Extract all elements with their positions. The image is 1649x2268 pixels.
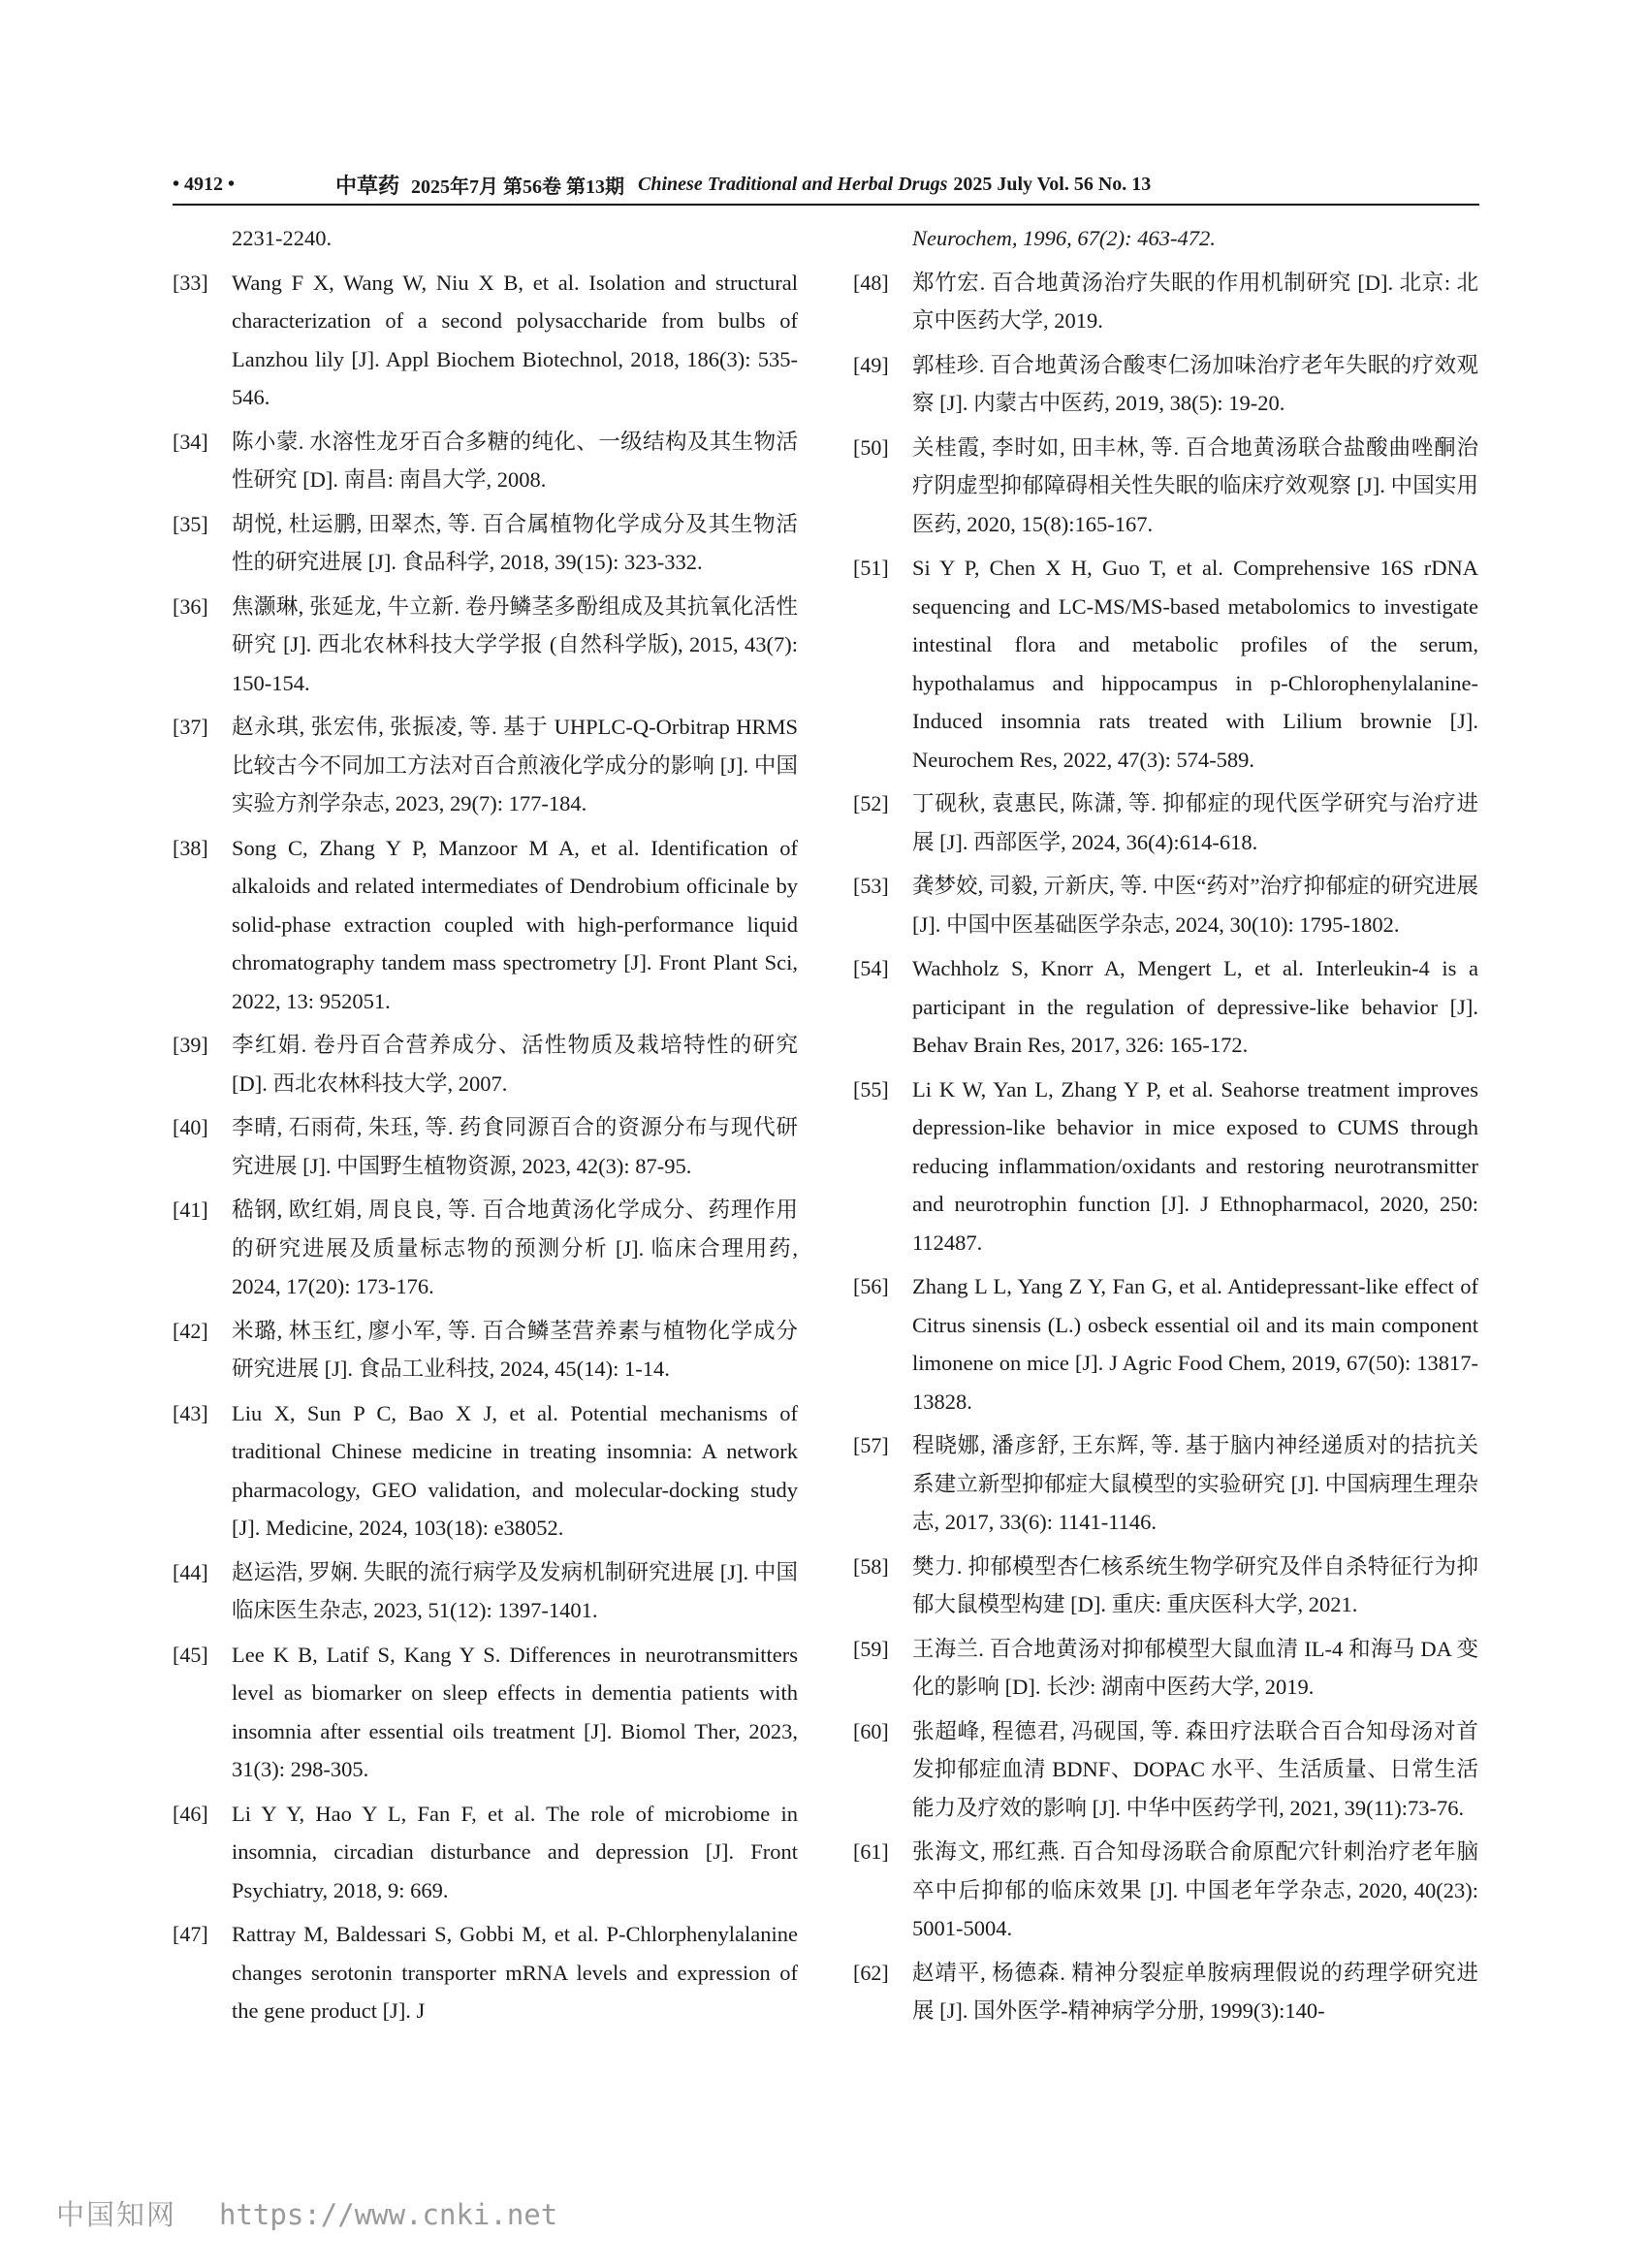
reference-number: [58] (853, 1553, 889, 1579)
reference-entry (173, 1795, 798, 1910)
reference-number: [34] (173, 429, 208, 454)
reference-text: 赵运浩, 罗娴. 失眠的流行病学及发病机制研究进展 [J]. 中国临床医生杂志, 2023, 51(12): 1397-1401. (232, 1559, 798, 1622)
reference-entry (853, 1630, 1478, 1707)
reference-entry (173, 1553, 798, 1630)
reference-text: 郭桂珍. 百合地黄汤合酸枣仁汤加味治疗老年失眠的疗效观察 [J]. 内蒙古中医药, 2019, 38(5): 19-20. (912, 352, 1478, 415)
reference-text: 胡悦, 杜运鹏, 田翠杰, 等. 百合属植物化学成分及其生物活性的研究进展 [J]. 食品科学, 2018, 39(15): 323-332. (232, 511, 798, 574)
reference-text: Song C, Zhang Y P, Manzoor M A, et al. Identification of alkaloids and related intermediates of Dendrobium officinale by solid-phase extraction coupled with high-performance liquid chromatography tandem mass spectrometry [J]. Front Plant Sci, 2022, 13: 952051. (232, 835, 798, 1013)
reference-text: 程晓娜, 潘彦舒, 王东辉, 等. 基于脑内神经递质对的拮抗关系建立新型抑郁症大鼠模型的实验研究 [J]. 中国病理生理杂志, 2017, 33(6): 1141-1146. (912, 1433, 1478, 1534)
reference-text: 张海文, 邢红燕. 百合知母汤联合俞原配穴针刺治疗老年脑卒中后抑郁的临床效果 [J]. 中国老年学杂志, 2020, 40(23): 5001-5004. (912, 1839, 1478, 1940)
reference-column-left (173, 219, 798, 2036)
reference-continuation: 2231-2240. (232, 226, 333, 250)
reference-column-right (853, 219, 1478, 2036)
reference-number: [42] (173, 1318, 208, 1343)
reference-entry (173, 505, 798, 582)
reference-number: [45] (173, 1642, 208, 1667)
reference-text: 米璐, 林玉红, 廖小军, 等. 百合鳞茎营养素与植物化学成分研究进展 [J]. 食品工业科技, 2024, 45(14): 1-14. (232, 1318, 798, 1381)
reference-number: [37] (173, 715, 208, 739)
reference-text: Liu X, Sun P C, Bao X J, et al. Potential mechanisms of traditional Chinese medicine in treating insomnia: A network pharmacology, GEO validation, and molecular-docking study [J]. Medicine, 2024, 103(18): e38052. (232, 1400, 798, 1540)
reference-text: 王海兰. 百合地黄汤对抑郁模型大鼠血清 IL-4 和海马 DA 变化的影响 [D]. 长沙: 湖南中医药大学, 2019. (912, 1636, 1478, 1699)
reference-continuation: Neurochem, 1996, 67(2): 463-472. (912, 226, 1216, 250)
reference-entry (173, 829, 798, 1021)
reference-entry (853, 1954, 1478, 2030)
reference-entry (173, 1191, 798, 1306)
reference-entry (173, 1915, 798, 2030)
reference-number: [46] (173, 1801, 208, 1826)
reference-number: [57] (853, 1433, 889, 1457)
reference-number: [61] (853, 1839, 889, 1864)
reference-text: Zhang L L, Yang Z Y, Fan G, et al. Antidepressant-like effect of Citrus sinensis (L.) osbeck essential oil and its main component limonene on mice [J]. J Agric Food Chem, 2019, 67(50): 13817-13828. (912, 1274, 1478, 1414)
reference-text: 焦灏琳, 张延龙, 牛立新. 卷丹鳞茎多酚组成及其抗氧化活性研究 [J]. 西北农林科技大学学报 (自然科学版), 2015, 43(7): 150-154. (232, 593, 798, 695)
reference-number: [35] (173, 511, 208, 536)
reference-number: [62] (853, 1960, 889, 1985)
reference-text: 嵇钢, 欧红娟, 周良良, 等. 百合地黄汤化学成分、药理作用的研究进展及质量标志物的预测分析 [J]. 临床合理用药, 2024, 17(20): 173-176. (232, 1198, 798, 1298)
reference-text: 丁砚秋, 袁惠民, 陈潇, 等. 抑郁症的现代医学研究与治疗进展 [J]. 西部医学, 2024, 36(4):614-618. (912, 791, 1478, 854)
reference-entry (173, 588, 798, 703)
reference-entry (853, 784, 1478, 861)
reference-number: [51] (853, 556, 889, 580)
journal-name-cn: 中草药 (335, 173, 400, 198)
cnki-url[interactable]: https://www.cnki.net (219, 2198, 558, 2231)
reference-text: Rattray M, Baldessari S, Gobbi M, et al. P-Chlorphenylalanine changes serotonin transporter mRNA levels and expression of the gene product [J]. J (232, 1922, 798, 2023)
reference-number: [55] (853, 1076, 889, 1102)
reference-number: [47] (173, 1922, 208, 1946)
reference-number: [33] (173, 270, 208, 295)
reference-text: Wang F X, Wang W, Niu X B, et al. Isolation and structural characterization of a second polysaccharide from bulbs of Lanzhou lily [J]. Appl Biochem Biotechnol, 2018, 186(3): 535-546. (232, 270, 798, 409)
reference-entry (173, 264, 798, 417)
reference-number: [60] (853, 1718, 889, 1743)
reference-number: [36] (173, 593, 208, 619)
reference-number: [53] (853, 874, 889, 898)
reference-entry (853, 429, 1478, 544)
reference-entry (853, 867, 1478, 943)
reference-number: [44] (173, 1559, 208, 1584)
reference-text: Wachholz S, Knorr A, Mengert L, et al. Interleukin-4 is a participant in the regulation of depressive-like behavior [J]. Behav Brain Res, 2017, 326: 165-172. (912, 956, 1478, 1057)
reference-number: [48] (853, 270, 889, 295)
page-number: • 4912 • (173, 173, 236, 195)
reference-entry (173, 1394, 798, 1548)
reference-text: 李晴, 石雨荷, 朱珏, 等. 药食同源百合的资源分布与现代研究进展 [J]. 中国野生植物资源, 2023, 42(3): 87-95. (232, 1115, 798, 1178)
reference-entry (853, 549, 1478, 779)
reference-entry (853, 346, 1478, 423)
reference-text: 张超峰, 程德君, 冯砚国, 等. 森田疗法联合百合知母汤对首发抑郁症血清 BDNF、DOPAC 水平、生活质量、日常生活能力及疗效的影响 [J]. 中华中医药学刊, 2021, 39(11):73-76. (912, 1718, 1478, 1820)
reference-text: 樊力. 抑郁模型杏仁核系统生物学研究及伴自杀特征行为抑郁大鼠模型构建 [D]. 重庆: 重庆医科大学, 2021. (912, 1553, 1478, 1616)
reference-entry (853, 949, 1478, 1065)
reference-entry (173, 1026, 798, 1102)
reference-number: [52] (853, 791, 889, 815)
reference-entry (173, 1312, 798, 1389)
reference-text: 关桂霞, 李时如, 田丰林, 等. 百合地黄汤联合盐酸曲唑酮治疗阴虚型抑郁障碍相关性失眠的临床疗效观察 [J]. 中国实用医药, 2020, 15(8):165-167. (912, 434, 1478, 536)
reference-entry (853, 1712, 1478, 1828)
cnki-logo-text: 中国知网 (56, 2198, 177, 2231)
reference-entry (853, 264, 1478, 340)
reference-text: 赵靖平, 杨德森. 精神分裂症单胺病理假说的药理学研究进展 [J]. 国外医学-精神病学分册, 1999(3):140- (912, 1960, 1478, 2023)
reference-text: 赵永琪, 张宏伟, 张振凌, 等. 基于 UHPLC-Q-Orbitrap HRMS 比较古今不同加工方法对百合煎液化学成分的影响 [J]. 中国实验方剂学杂志, 2023, 29(7): 177-184. (232, 715, 798, 815)
reference-entry (853, 1267, 1478, 1421)
reference-entry (173, 423, 798, 499)
reference-text: 郑竹宏. 百合地黄汤治疗失眠的作用机制研究 [D]. 北京: 北京中医药大学, 2019. (912, 270, 1478, 333)
reference-text: 陈小蒙. 水溶性龙牙百合多糖的纯化、一级结构及其生物活性研究 [D]. 南昌: 南昌大学, 2008. (232, 429, 798, 492)
reference-entry (173, 708, 798, 823)
reference-text: Li K W, Yan L, Zhang Y P, et al. Seahorse treatment improves depression-like behavior in mice exposed to CUMS through reducing inflammation/oxidants and restoring neurotransmitter and neurotrophin function [J]. J Ethnopharmacol, 2020, 250: 112487. (912, 1076, 1478, 1255)
issue-info-cn: 2025年7月 第56卷 第13期 (411, 176, 625, 198)
reference-entry (853, 1833, 1478, 1948)
reference-text: Li Y Y, Hao Y L, Fan F, et al. The role of microbiome in insomnia, circadian disturbance and depression [J]. Front Psychiatry, 2018, 9: 669. (232, 1801, 798, 1902)
reference-number: [41] (173, 1198, 208, 1222)
reference-number: [40] (173, 1115, 208, 1139)
reference-entry (853, 1548, 1478, 1624)
reference-text: Lee K B, Latif S, Kang Y S. Differences in neurotransmitters level as biomarker on sleep effects in dementia patients with insomnia after essential oils treatment [J]. Biomol Ther, 2023, 31(3): 298-305. (232, 1642, 798, 1781)
watermark (56, 2193, 557, 2233)
reference-text: 龚梦姣, 司毅, 亓新庆, 等. 中医“药对”治疗抑郁症的研究进展 [J]. 中国中医基础医学杂志, 2024, 30(10): 1795-1802. (912, 874, 1478, 937)
journal-name-en: Chinese Traditional and Herbal Drugs (638, 173, 948, 195)
reference-number: [49] (853, 352, 889, 377)
page-header (173, 165, 1479, 206)
reference-number: [43] (173, 1400, 208, 1425)
reference-text: 李红娟. 卷丹百合营养成分、活性物质及栽培特性的研究 [D]. 西北农林科技大学, 2007. (232, 1033, 798, 1096)
reference-entry (173, 1108, 798, 1185)
reference-text: Si Y P, Chen X H, Guo T, et al. Comprehensive 16S rDNA sequencing and LC-MS/MS-based metabolomics to investigate intestinal flora and metabolic profiles of the serum, hypothalamus and hippocampus in p-Chlorophenylalanine-Induced insomnia rats treated with Lilium brownie [J]. Neurochem Res, 2022, 47(3): 574-589. (912, 556, 1478, 772)
reference-number: [39] (173, 1033, 208, 1057)
reference-number: [54] (853, 956, 889, 980)
reference-number: [56] (853, 1274, 889, 1298)
reference-number: [50] (853, 434, 889, 460)
reference-number: [59] (853, 1636, 889, 1661)
reference-entry (853, 1070, 1478, 1262)
issue-info-en: 2025 July Vol. 56 No. 13 (953, 173, 1152, 195)
reference-entry (173, 1636, 798, 1789)
reference-entry (853, 1426, 1478, 1542)
reference-number: [38] (173, 835, 208, 860)
